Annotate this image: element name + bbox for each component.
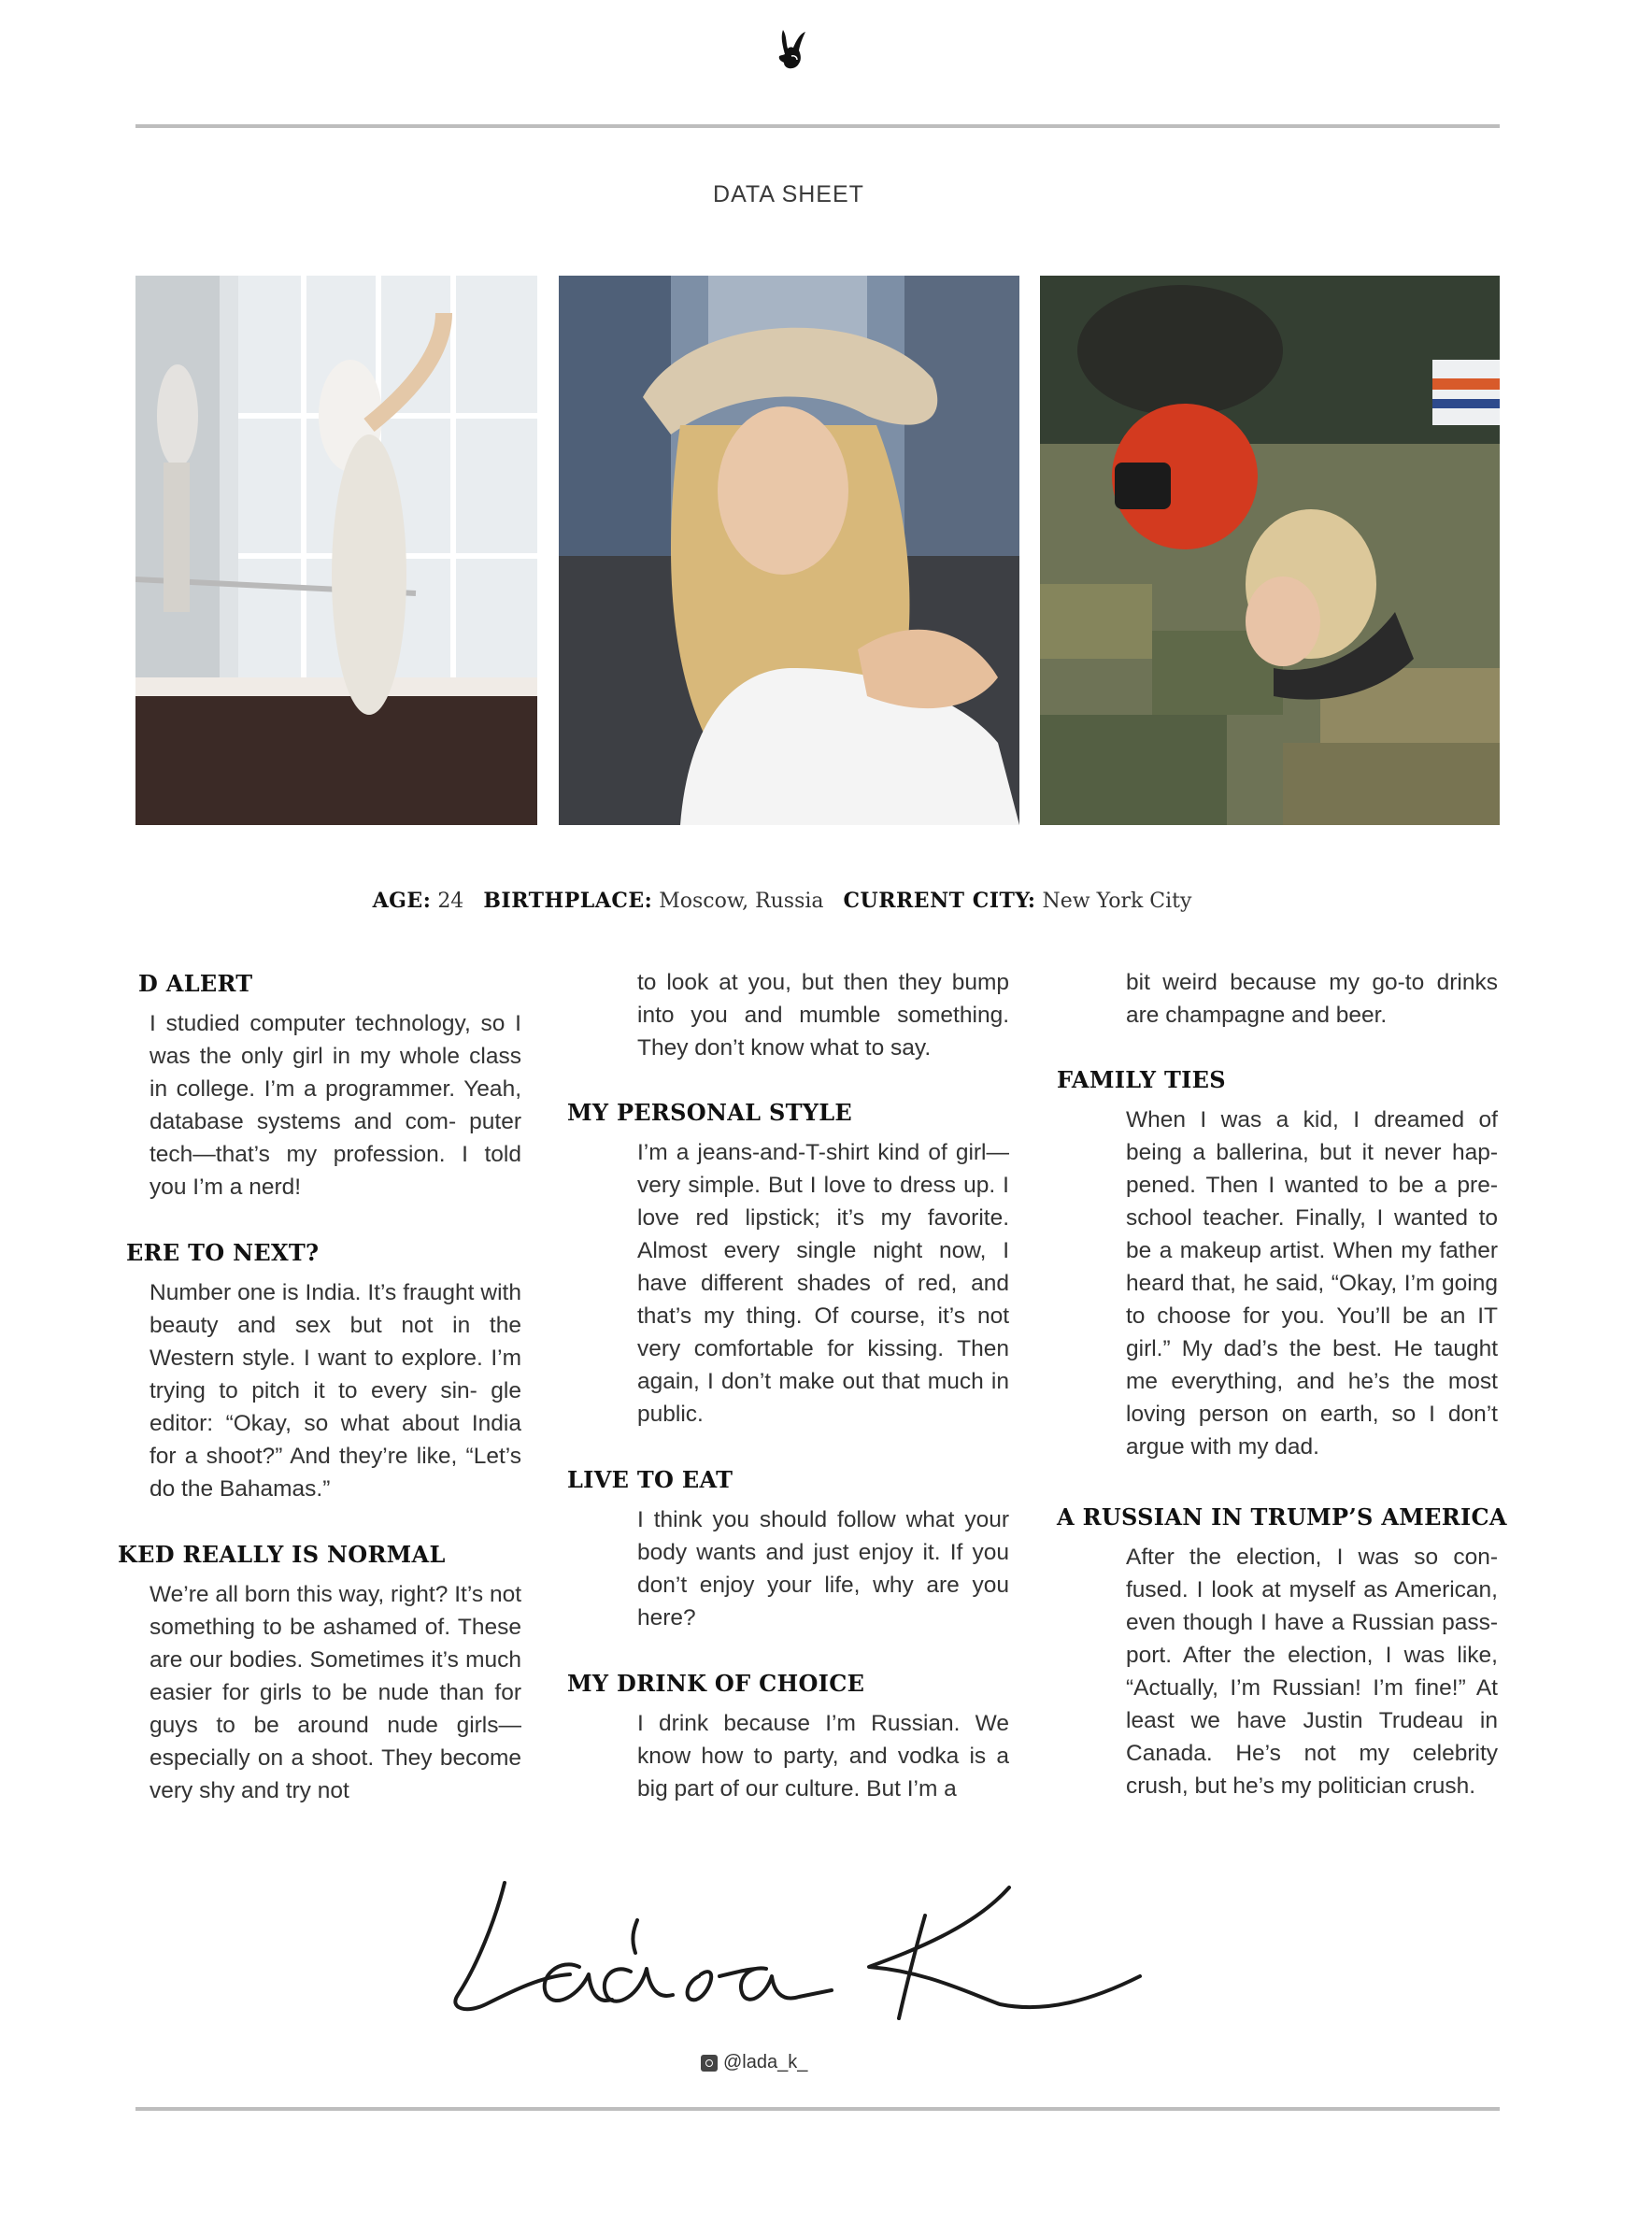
current-city-label: CURRENT CITY: <box>843 889 1036 913</box>
heading-drink-of-choice: MY DRINK OF CHOICE <box>567 1670 865 1697</box>
current-city-value: New York City <box>1042 890 1192 913</box>
body-family-ties: When I was a kid, I dreamed of being a ballerina, but it never hap- pened. Then I wanted to be a pre- school teacher. Finally, I wanted to be a makeup artist. When my father heard that, he said, “Okay, I’m going to choose for you. You’ll be an IT girl.” My dad’s the best. He taught me everything, and he’s the most loving person on earth, so I don’t argue with my dad. <box>1126 1104 1498 1463</box>
age-value: 24 <box>437 890 464 913</box>
body-continuation: to look at you, but then they bump into you and mumble something. They don’t know what to say. <box>637 966 1009 1064</box>
body-live-to-eat: I think you should follow what your body wants and just enjoy it. If you don’t enjoy your life, why are you here? <box>637 1503 1009 1634</box>
top-divider <box>135 124 1500 128</box>
selfie-photo <box>559 276 1019 825</box>
body-naked-normal: We’re all born this way, right? It’s not something to be ashamed of. These are our bodies. Sometimes it’s much easier for girls to be nude than for guys to be around nude girls—especially on a shoot. They become very shy and try not <box>150 1578 521 1807</box>
body-russian-in-america: After the election, I was so con- fused. I look at myself as American, even though I have a Russian pass- port. After the election, I was like, “Actually, I’m Russian! I’m fine!” At least we have Justin Trudeau in Canada. He’s not my celebrity crush, but he’s my politician crush. <box>1126 1541 1498 1802</box>
heading-personal-style: MY PERSONAL STYLE <box>567 1099 852 1126</box>
heading-family-ties: FAMILY TIES <box>1057 1066 1226 1093</box>
bottom-divider <box>135 2107 1500 2111</box>
body-drink-continued: bit weird because my go-to drinks are champagne and beer. <box>1126 966 1498 1032</box>
skydiving-photo <box>1040 276 1500 825</box>
heading-live-to-eat: LIVE TO EAT <box>567 1466 733 1493</box>
bunny-head-icon <box>772 28 809 71</box>
stats-line <box>0 889 1577 913</box>
signature <box>439 1864 1159 2023</box>
age-label: AGE: <box>372 889 432 913</box>
ballet-barre-photo <box>135 276 537 825</box>
body-nerd-alert: I studied computer technology, so I was the only girl in my whole class in college. I’m a programmer. Yeah, database systems and com- puter tech—that’s my profession. I told you I’m a nerd! <box>150 1007 521 1203</box>
heading-naked-normal: KED REALLY IS NORMAL <box>118 1541 446 1568</box>
body-personal-style: I’m a jeans-and-T-shirt kind of girl—very simple. But I love to dress up. I love red lipstick; it’s my favorite. Almost every single night now, I have different shades of red, and that’s my thing. Of course, it’s not very comfortable for kissing. Then again, I don’t make out that much in public. <box>637 1136 1009 1431</box>
heading-russian-in-america: A RUSSIAN IN TRUMP’S AMERICA <box>1057 1503 1507 1531</box>
body-where-next: Number one is India. It’s fraught with beauty and sex but not in the Western style. I want to explore. I’m trying to pitch it to every sin- gle editor: “Okay, so what about India for a shoot?” And they’re like, “Let’s do the Bahamas.” <box>150 1276 521 1505</box>
instagram-icon <box>701 2055 718 2072</box>
birthplace-value: Moscow, Russia <box>659 890 824 913</box>
handle-text: @lada_k_ <box>723 2052 808 2072</box>
body-drink-of-choice: I drink because I’m Russian. We know how to party, and vodka is a big part of our culture. But I’m a <box>637 1707 1009 1805</box>
instagram-handle <box>701 2052 807 2073</box>
birthplace-label: BIRTHPLACE: <box>483 889 653 913</box>
heading-where-next: ERE TO NEXT? <box>126 1239 320 1266</box>
heading-nerd-alert: D ALERT <box>138 970 253 997</box>
section-title: DATA SHEET <box>713 181 864 207</box>
